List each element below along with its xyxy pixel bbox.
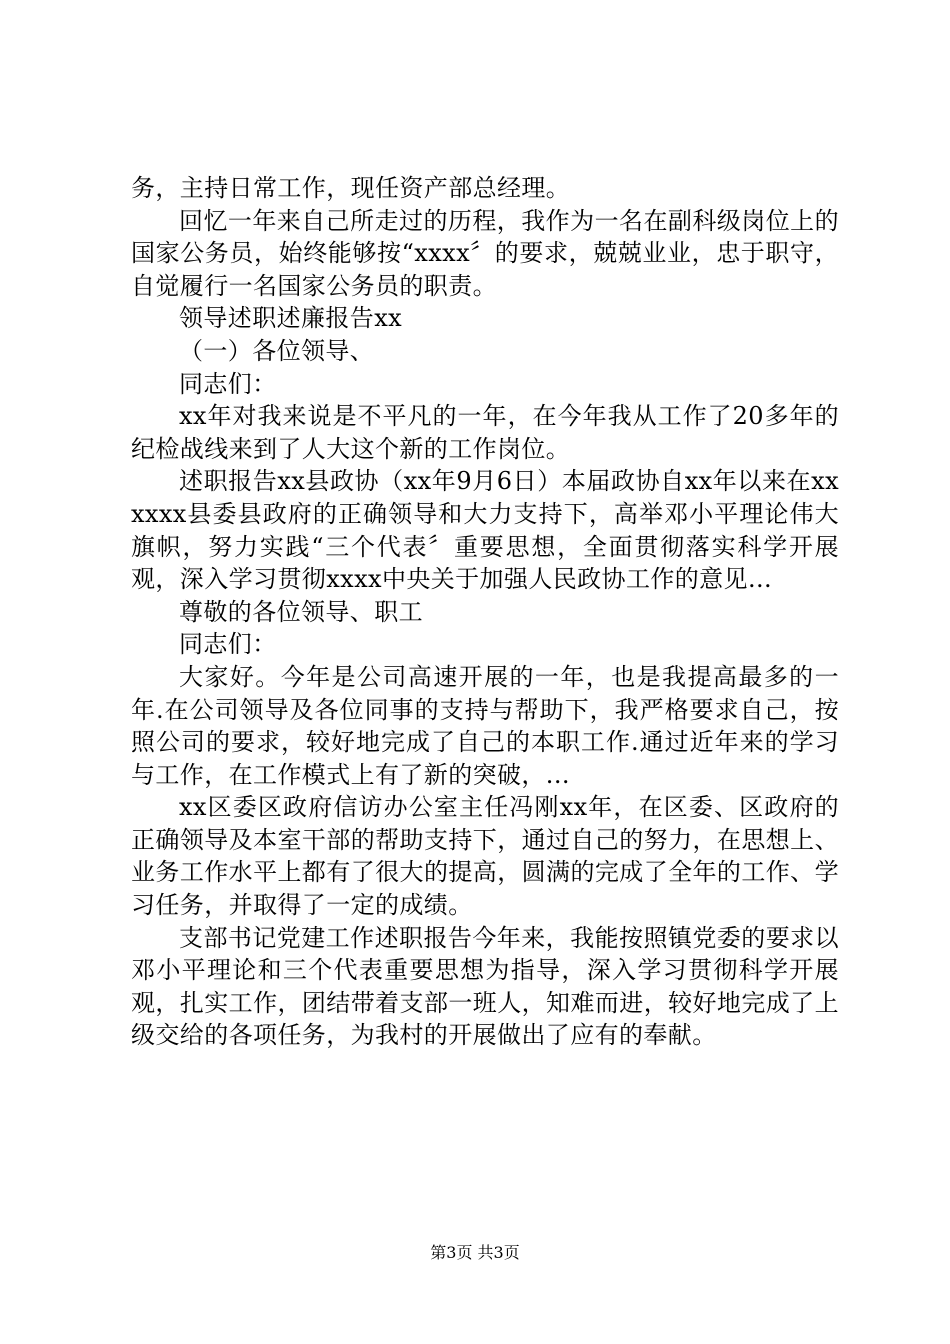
paragraph-8: 尊敬的各位领导、职工	[179, 597, 423, 626]
paragraph-9: 同志们：	[179, 630, 277, 659]
paragraph-2: 回忆一年来自己所走过的历程，我作为一名在副科级岗位上的国家公务员，始终能够按“xxxx〞的要求，兢兢业业，忠于职守，自觉履行一名国家公务员的职责。	[131, 206, 839, 300]
document-body	[131, 172, 839, 1052]
paragraph-12: 支部书记党建工作述职报告今年来，我能按照镇党委的要求以邓小平理论和三个代表重要思想为指导，深入学习贯彻科学开展观，扎实工作，团结带着支部一班人，知难而进，较好地完成了上级交给的各项任务，为我村的开展做出了应有的奉献。	[131, 923, 839, 1050]
paragraph-5: 同志们：	[179, 369, 277, 398]
paragraph-10: 大家好。今年是公司高速开展的一年，也是我提高最多的一年.在公司领导及各位同事的支持与帮助下，我严格要求自己，按照公司的要求，较好地完成了自己的本职工作.通过近年来的学习与工作，在工作模式上有了新的突破，...	[131, 662, 839, 789]
paragraph-4: （一）各位领导、	[179, 336, 375, 365]
paragraph-6: xx年对我来说是不平凡的一年，在今年我从工作了20多年的纪检战线来到了人大这个新的工作岗位。	[131, 402, 839, 463]
page-number-label: 第3页 共3页	[430, 1243, 520, 1262]
paragraph-7: 述职报告xx县政协（xx年9月6日）本届政协自xx年以来在xxxxxx县委县政府的正确领导和大力支持下，高举邓小平理论伟大旗帜，努力实践“三个代表〞重要思想，全面贯彻落实科学开展观，深入学习贯彻xxxx中央关于加强人民政协工作的意见...	[131, 467, 839, 594]
page-footer	[0, 1243, 950, 1263]
paragraph-1: 务，主持日常工作，现任资产部总经理。	[131, 174, 571, 202]
paragraph-3: 领导述职述廉报告xx	[179, 304, 403, 333]
paragraph-11: xx区委区政府信访办公室主任冯刚xx年，在区委、区政府的正确领导及本室干部的帮助支持下，通过自己的努力，在思想上、业务工作水平上都有了很大的提高，圆满的完成了全年的工作、学习任务，并取得了一定的成绩。	[131, 793, 839, 920]
